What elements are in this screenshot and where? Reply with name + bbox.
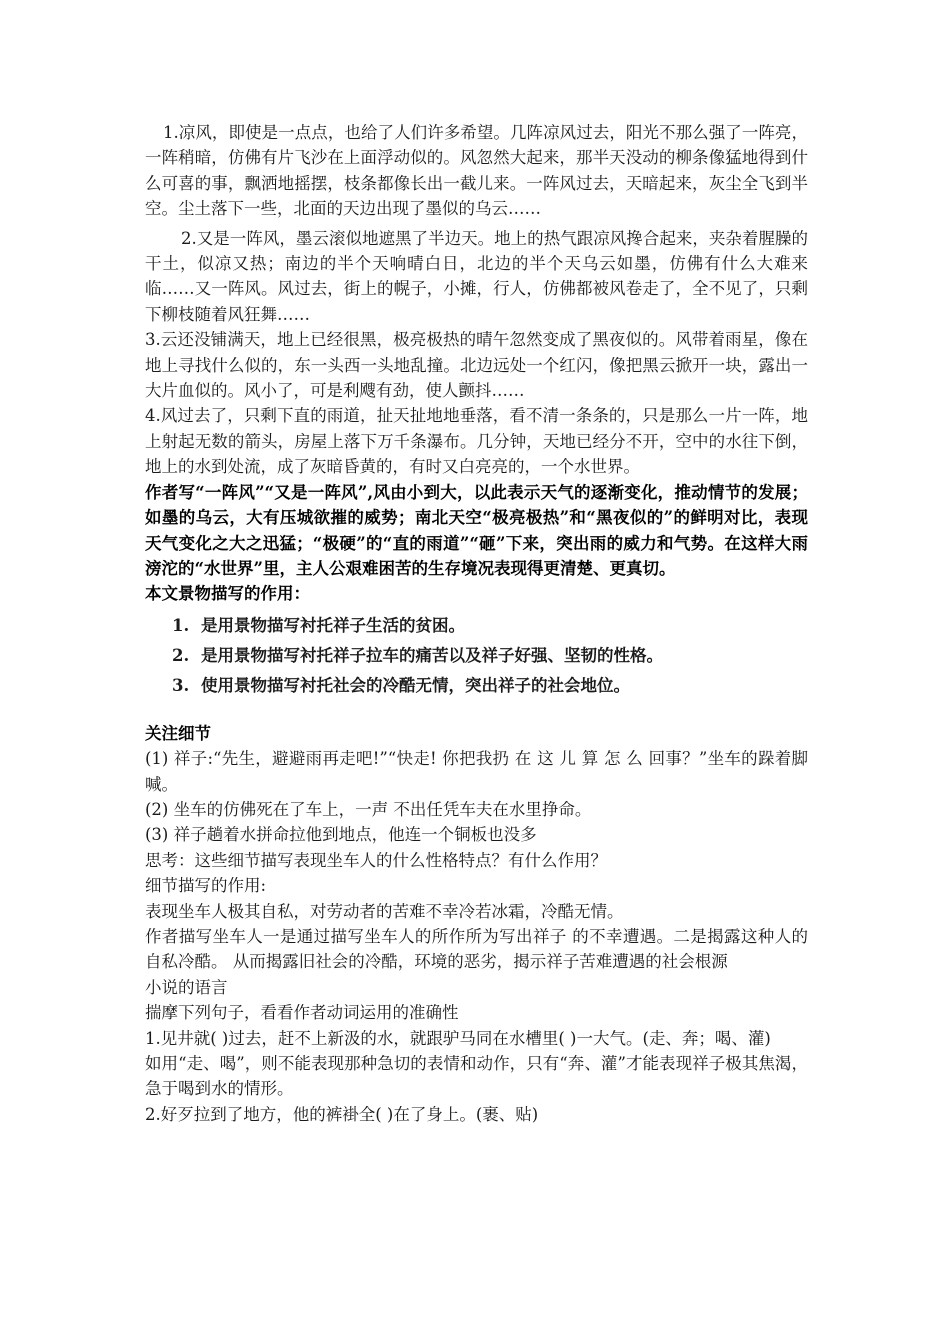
scenery-point-number: 2. <box>172 645 190 665</box>
detail-line: (2) 坐车的仿佛死在了车上，一声 不出任凭车夫在水里挣命。 <box>145 799 592 819</box>
detail-line: (3) 祥子趟着水拼命拉他到地点，他连一个铜板也没多 <box>145 825 537 845</box>
detail-line: 细节描写的作用: <box>145 876 267 896</box>
scenery-points-list <box>145 611 808 701</box>
scenery-point-number: 1. <box>172 615 190 635</box>
document-page <box>145 120 808 1127</box>
scenery-point <box>145 641 808 671</box>
scenery-point <box>145 671 808 701</box>
language-line: 揣摩下列句子，看看作者动词运用的准确性 <box>145 1003 459 1023</box>
language-line: 如用“走、喝”，则不能表现那种急切的表情和动作，只有“奔、灌”才能表现祥子极其焦渴，急于喝到水的情形。 <box>145 1054 808 1099</box>
language-heading: 小说的语言 <box>145 977 228 997</box>
detail-line: (1) 祥子:“先生，避避雨再走吧!”“快走! 你把我扔 在 这 儿 算 怎 么 回事？”坐车的跺着脚喊。 <box>145 749 808 794</box>
language-line: 1.见井就( )过去，赶不上新汲的水，就跟驴马同在水槽里( )一大气。(走、奔；喝、灌) <box>145 1028 771 1048</box>
detail-line: 表现坐车人极其自私，对劳动者的苦难不幸冷若冰霜，冷酷无情。 <box>145 901 624 921</box>
passage-3: 3.云还没铺满天，地上已经很黑，极亮极热的晴午忽然变成了黑夜似的。风带着雨星，像在地上寻找什么似的，东一头西一头地乱撞。北边远处一个红闪，像把黑云掀开一块，露出一大片血似的。风小了，可是利飕有劲，使人颤抖…… <box>145 330 808 401</box>
scenery-point-text: 是用景物描写衬托祥子生活的贫困。 <box>201 615 465 635</box>
detail-line: 作者描写坐车人一是通过描写坐车人的所作所为写出祥子 的不幸遭遇。二是揭露这种人的自私冷酷。 从而揭露旧社会的冷酷，环境的恶劣，揭示祥子苦难遭遇的社会根源 <box>145 926 808 972</box>
language-line: 2.好歹拉到了地方，他的裤褂全( )在了身上。(裹、贴) <box>145 1104 539 1124</box>
passage-1: 1.凉风，即使是一点点，也给了人们许多希望。几阵凉风过去，阳光不那么强了一阵亮，一阵稍暗，仿佛有片飞沙在上面浮动似的。风忽然大起来，那半天没动的柳条像猛地得到什么可喜的事，飘洒地摇摆，枝条都像长出一截儿来。一阵风过去，天暗起来，灰尘全飞到半空。尘土落下一些，北面的天边出现了墨似的乌云…… <box>145 123 808 219</box>
passage-4: 4.风过去了，只剩下直的雨道，扯天扯地地垂落，看不清一条条的，只是那么一片一阵，地上射起无数的箭头，房屋上落下万千条瀑布。几分钟，天地已经分不开，空中的水往下倒，地上的水到处流，成了灰暗昏黄的，有时又白亮亮的，一个水世界。 <box>145 406 808 477</box>
scenery-point-text: 是用景物描写衬托祥子拉车的痛苦以及祥子好强、坚韧的性格。 <box>201 645 663 665</box>
scenery-point-text: 使用景物描写衬托社会的冷酷无情，突出祥子的社会地位。 <box>201 675 630 695</box>
passage-2: 2.又是一阵风，墨云滚似地遮黑了半边天。地上的热气跟凉风搀合起来，夹杂着腥臊的干土，似凉又热；南边的半个天响晴白日，北边的半个天乌云如墨，仿佛有什么大难来临……又一阵风。风过去，街上的幌子，小摊，行人，仿佛都被风卷走了，全不见了，只剩下柳枝随着风狂舞…… <box>145 228 808 324</box>
scenery-heading: 本文景物描写的作用： <box>145 584 310 604</box>
analysis-paragraph: 作者写“一阵风”“又是一阵风”,风由小到大，以此表示天气的逐渐变化，推动情节的发展；如墨的乌云，大有压城欲摧的威势；南北天空“极亮极热”和“黑夜似的”的鲜明对比，表现天气变化之大之迅猛；“极硬”的“直的雨道”“砸”下来，突出雨的威力和气势。在这样大雨滂沱的“水世界”里，主人公艰难困苦的生存境况表现得更清楚、更真切。 <box>145 482 808 578</box>
scenery-point <box>145 611 808 641</box>
scenery-point-number: 3. <box>172 675 190 695</box>
detail-line: 思考：这些细节描写表现坐车人的什么性格特点？有什么作用？ <box>145 850 607 870</box>
details-heading: 关注细节 <box>145 723 211 743</box>
